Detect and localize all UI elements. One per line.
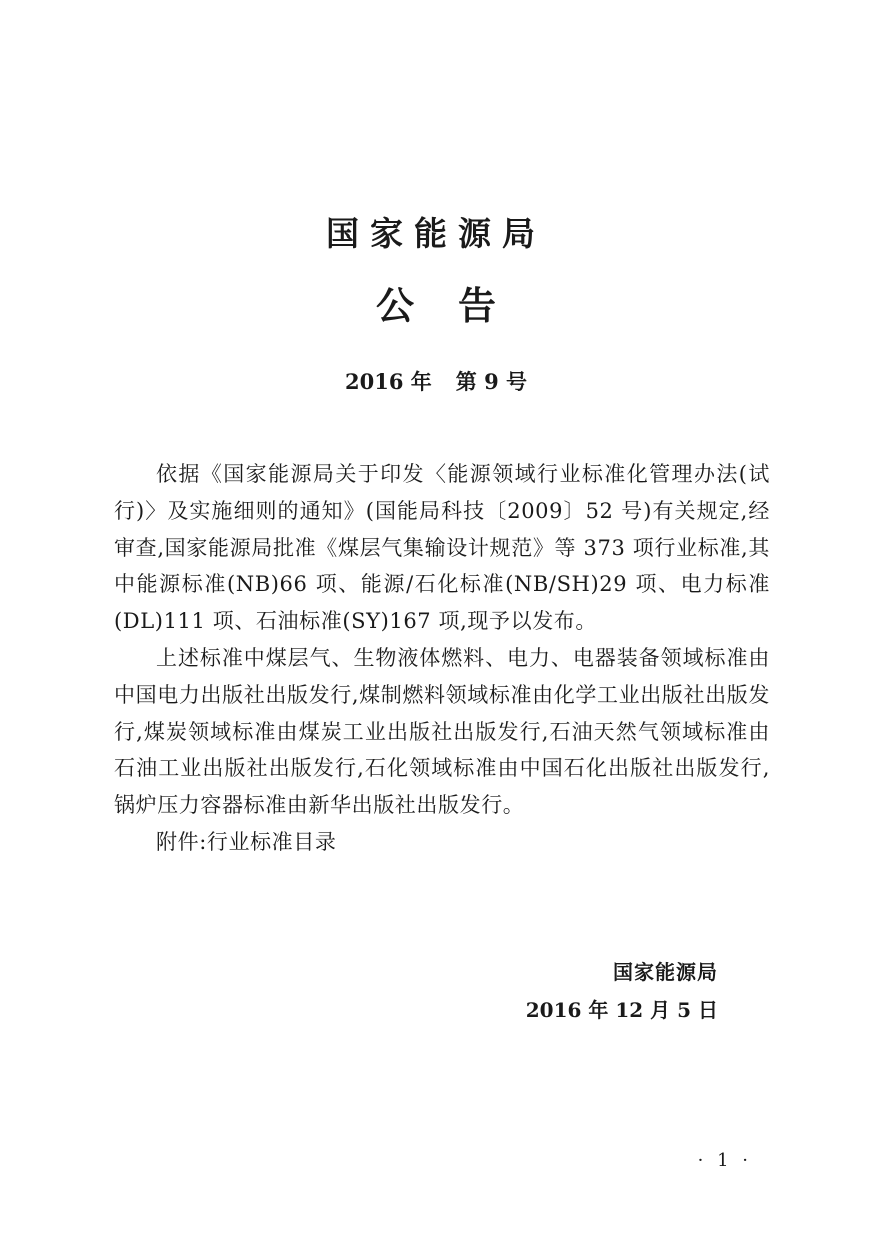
document-body <box>114 456 770 861</box>
document-year: 2016 年 <box>345 369 432 394</box>
signature-date: 2016 年 12 月 5 日 <box>525 998 718 1022</box>
body-paragraph-approval: 依据《国家能源局关于印发〈能源领域行业标准化管理办法(试行)〉及实施细则的通知》(国能局科技〔2009〕52 号)有关规定,经审查,国家能源局批准《煤层气集输设计规范》等 373 项行业标准,其中能源标准(NB)66 项、能源/石化标准(NB/SH)29 项、电力标准(DL)111 项、石油标准(SY)167 项,现予以发布。 <box>114 462 770 634</box>
document-number <box>0 366 872 396</box>
signature-block <box>526 953 718 1029</box>
document-type-title: 公告 <box>375 284 540 328</box>
body-paragraph-attachment: 附件:行业标准目录 <box>156 829 337 854</box>
issuing-organization-title: 国家能源局 <box>326 214 546 253</box>
signature-organization: 国家能源局 <box>613 960 718 984</box>
document-issue-number: 第 9 号 <box>455 369 527 394</box>
page-number: · 1 · <box>697 1150 752 1171</box>
body-paragraph-publishers: 上述标准中煤层气、生物液体燃料、电力、电器装备领域标准由中国电力出版社出版发行,煤制燃料领域标准由化学工业出版社出版发行,煤炭领域标准由煤炭工业出版社出版发行,石油天然气领域标准由石油工业出版社出版发行,石化领域标准由中国石化出版社出版发行,锅炉压力容器标准由新华出版社出版发行。 <box>114 645 770 818</box>
